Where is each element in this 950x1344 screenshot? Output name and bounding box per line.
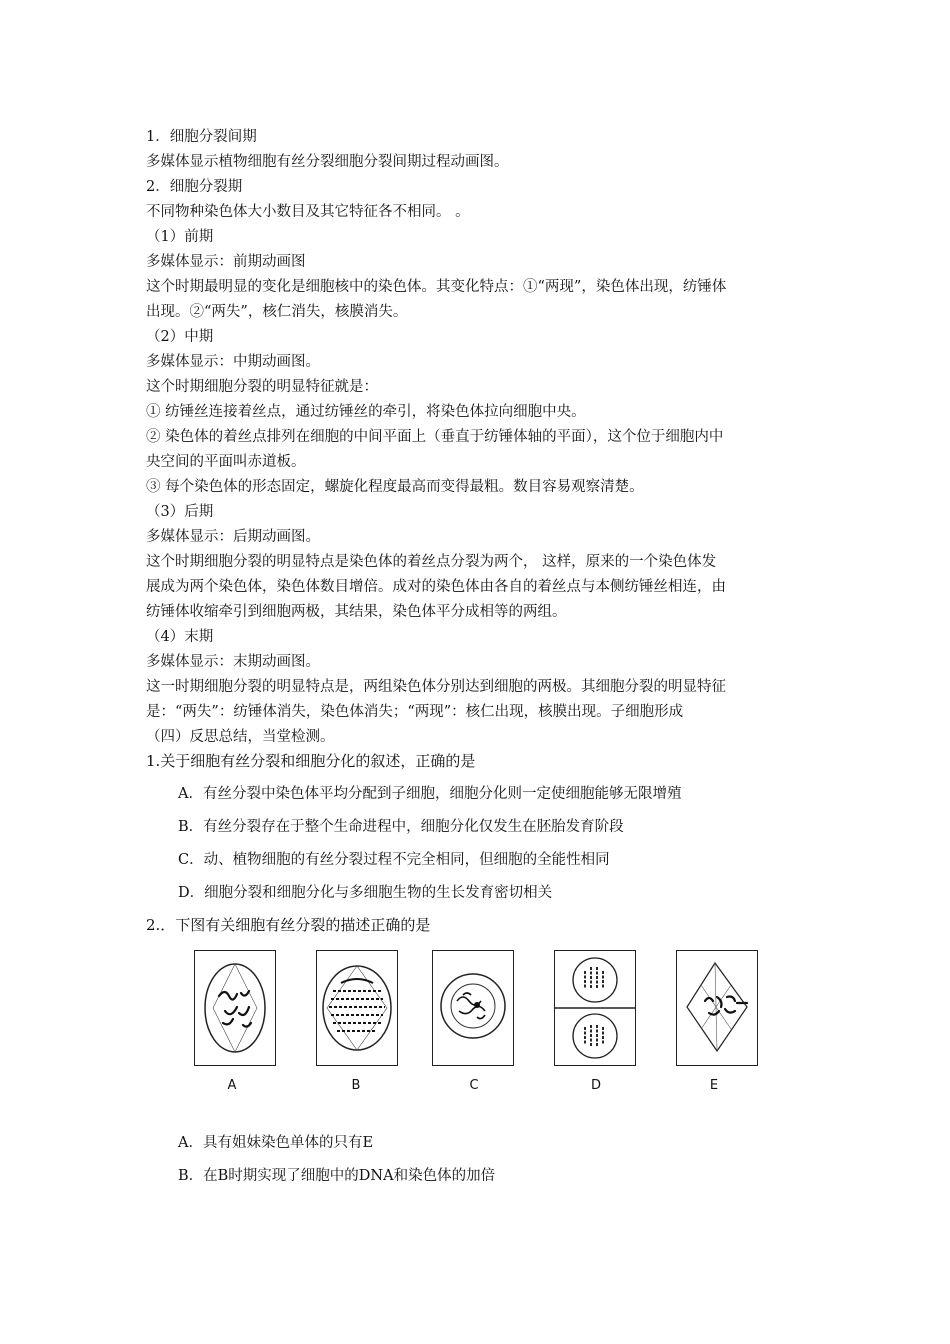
cell-diagram-c	[432, 950, 514, 1066]
text-line: 不同物种染色体大小数目及其它特征各不相同。 。	[146, 204, 470, 220]
text-line: 多媒体显示：中期动画图。	[146, 354, 320, 370]
figure-label-e: E	[709, 1078, 719, 1093]
question-1-option-d: D．细胞分裂和细胞分化与多细胞生物的生长发育密切相关	[178, 885, 553, 901]
text-line: 展成为两个染色体，染色体数目增倍。成对的染色体由各自的着丝点与本侧纺锤丝相连，由	[146, 579, 726, 595]
text-line: ③ 每个染色体的形态固定，螺旋化程度最高而变得最粗。数目容易观察清楚。	[146, 479, 644, 495]
text-line: （3）后期	[146, 504, 214, 520]
cell-diagram-b	[316, 950, 398, 1066]
text-line: ① 纺锤丝连接着丝点，通过纺锤丝的牵引，将染色体拉向细胞中央。	[146, 404, 586, 420]
question-1-option-a: A．有丝分裂中染色体平均分配到子细胞，细胞分化则一定使细胞能够无限增殖	[178, 786, 682, 802]
text-line: 是：“两失”：纺锤体消失，染色体消失；“两现”：核仁出现，核膜出现。子细胞形成	[146, 704, 684, 720]
text-line: 出现。②“两失”，核仁消失，核膜消失。	[146, 304, 408, 320]
text-line: 多媒体显示：前期动画图	[146, 254, 306, 270]
question-1-stem: 1.关于细胞有丝分裂和细胞分化的叙述，正确的是	[146, 752, 476, 770]
figure-label-c: C	[469, 1078, 479, 1093]
cell-diagram-d	[554, 950, 636, 1066]
text-line: 这个时期细胞分裂的明显特征就是：	[146, 379, 378, 395]
text-line: 这一时期细胞分裂的明显特点是，两组染色体分别达到细胞的两极。其细胞分裂的明显特征	[146, 679, 726, 695]
text-line: 这个时期细胞分裂的明显特点是染色体的着丝点分裂为两个， 这样，原来的一个染色体发	[146, 554, 717, 570]
question-2-stem: 2.．下图有关细胞有丝分裂的描述正确的是	[146, 916, 431, 934]
text-line: ② 染色体的着丝点排列在细胞的中间平面上（垂直于纺锤体轴的平面），这个位于细胞内中	[146, 429, 724, 445]
mitosis-figure	[186, 950, 776, 1100]
question-2-option-b: B．在B时期实现了细胞中的DNA和染色体的加倍	[178, 1168, 496, 1184]
question-2-option-a: A．具有姐妹染色单体的只有E	[178, 1135, 374, 1151]
cell-diagram-e	[676, 950, 758, 1066]
text-line: 多媒体显示植物细胞有丝分裂细胞分裂间期过程动画图。	[146, 154, 509, 170]
text-line: 多媒体显示：末期动画图。	[146, 654, 320, 670]
text-line: （四）反思总结，当堂检测。	[146, 729, 335, 745]
figure-label-b: B	[351, 1078, 361, 1093]
text-line: （1）前期	[146, 229, 214, 245]
text-line: 1．细胞分裂间期	[146, 129, 257, 145]
cell-diagram-a	[194, 950, 276, 1066]
question-1-option-c: C．动、植物细胞的有丝分裂过程不完全相同，但细胞的全能性相同	[178, 852, 610, 868]
text-line: 2．细胞分裂期	[146, 179, 243, 195]
question-1-option-b: B．有丝分裂存在于整个生命进程中，细胞分化仅发生在胚胎发育阶段	[178, 819, 624, 835]
text-line: （4）末期	[146, 629, 214, 645]
text-line: （2）中期	[146, 329, 214, 345]
text-line: 这个时期最明显的变化是细胞核中的染色体。其变化特点：①“两现”，染色体出现，纺锤体	[146, 279, 727, 295]
text-line: 央空间的平面叫赤道板。	[146, 454, 306, 470]
figure-label-a: A	[227, 1078, 237, 1093]
figure-label-d: D	[590, 1078, 601, 1093]
text-line: 纺锤体收缩牵引到细胞两极，其结果，染色体平分成相等的两组。	[146, 604, 567, 620]
text-line: 多媒体显示：后期动画图。	[146, 529, 320, 545]
